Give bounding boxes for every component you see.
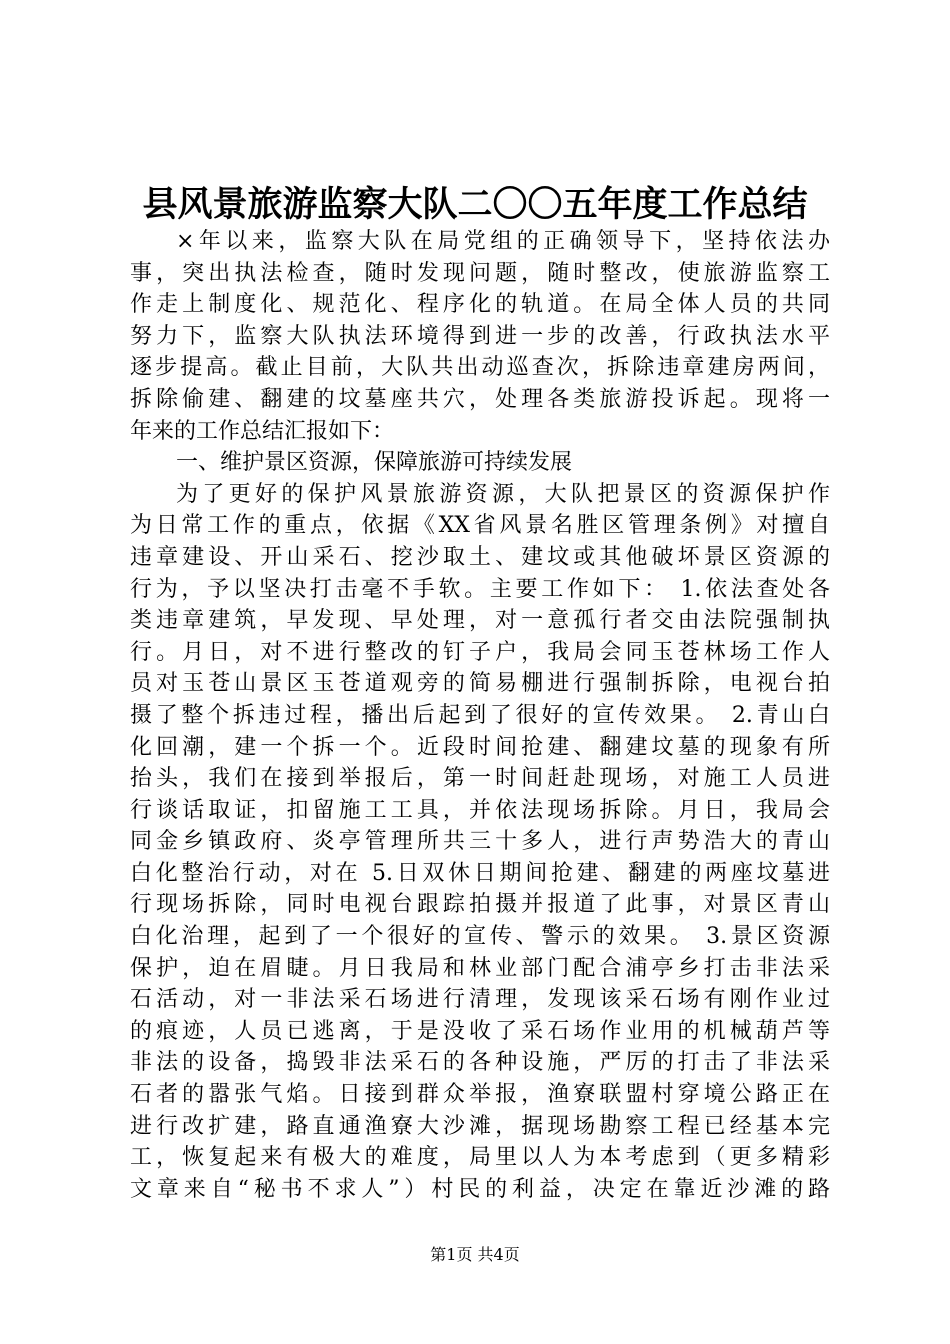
body-line: 年来的工作总结汇报如下： xyxy=(130,418,395,444)
body-line: 为日常工作的重点，依据《XX省风景名胜区管理条例》对擅自 xyxy=(130,513,830,539)
body-line: 白化整治行动，对在 5.日双休日期间抢建、翻建的两座坟墓进 xyxy=(130,860,830,886)
body-line: 拆除偷建、翻建的坟墓座共穴，处理各类旅游投诉起。现将一 xyxy=(130,386,830,412)
page-number-footer: 第1页 共4页 xyxy=(430,1245,520,1264)
body-line: 非法的设备，捣毁非法采石的各种设施，严厉的打击了非法采 xyxy=(130,1050,830,1076)
body-line: 作走上制度化、规范化、程序化的轨道。在局全体人员的共同 xyxy=(130,292,830,318)
body-line: 石者的嚣张气焰。日接到群众举报，渔寮联盟村穿境公路正在 xyxy=(130,1082,830,1108)
body-line: 事，突出执法检查，随时发现问题，随时整改，使旅游监察工 xyxy=(130,260,830,286)
body-line: 进行改扩建，路直通渔寮大沙滩，据现场勘察工程已经基本完 xyxy=(130,1113,830,1139)
body-line: 的痕迹，人员已逃离，于是没收了采石场作业用的机械葫芦等 xyxy=(130,1018,830,1044)
body-line: 类违章建筑，早发现、早处理，对一意孤行者交由法院强制执 xyxy=(130,608,830,634)
body-line: 行。月日，对不进行整改的钉子户，我局会同玉苍林场工作人 xyxy=(130,639,830,665)
body-line: 逐步提高。截止目前，大队共出动巡查次，拆除违章建房两间， xyxy=(130,355,830,381)
body-line: 同金乡镇政府、炎亭管理所共三十多人，进行声势浩大的青山 xyxy=(130,829,830,855)
body-line: 行谈话取证，扣留施工工具，并依法现场拆除。月日，我局会 xyxy=(130,797,830,823)
body-line: 文章来自“秘书不求人”）村民的利益，决定在靠近沙滩的路 xyxy=(130,1176,830,1202)
body-line: 石活动，对一非法采石场进行清理，发现该采石场有刚作业过 xyxy=(130,987,830,1013)
body-line: 一、维护景区资源，保障旅游可持续发展 xyxy=(176,450,573,476)
document-body xyxy=(130,226,830,1205)
body-line: 违章建设、开山采石、挖沙取土、建坟或其他破坏景区资源的 xyxy=(130,544,830,570)
body-line: 抬头，我们在接到举报后，第一时间赶赴现场，对施工人员进 xyxy=(130,766,830,792)
document-title: 县风景旅游监察大队二〇〇五年度工作总结 xyxy=(142,184,808,225)
body-line: 摄了整个拆违过程，播出后起到了很好的宣传效果。 2.青山白 xyxy=(130,702,830,728)
body-line: ×年以来，监察大队在局党组的正确领导下，坚持依法办 xyxy=(176,229,830,254)
body-line: 保护，迫在眉睫。月日我局和林业部门配合浦亭乡打击非法采 xyxy=(130,955,830,981)
body-line: 员对玉苍山景区玉苍道观旁的简易棚进行强制拆除，电视台拍 xyxy=(130,671,830,697)
body-line: 白化治理，起到了一个很好的宣传、警示的效果。 3.景区资源 xyxy=(130,924,830,950)
body-line: 化回潮，建一个拆一个。近段时间抢建、翻建坟墓的现象有所 xyxy=(130,734,830,760)
body-line: 行现场拆除，同时电视台跟踪拍摄并报道了此事，对景区青山 xyxy=(130,892,830,918)
body-line: 工，恢复起来有极大的难度，局里以人为本考虑到（更多精彩 xyxy=(130,1145,830,1171)
body-line: 努力下，监察大队执法环境得到进一步的改善，行政执法水平 xyxy=(130,323,830,349)
body-line: 行为，予以坚决打击毫不手软。主要工作如下： 1.依法查处各 xyxy=(130,576,830,602)
body-line: 为了更好的保护风景旅游资源，大队把景区的资源保护作 xyxy=(176,481,830,507)
